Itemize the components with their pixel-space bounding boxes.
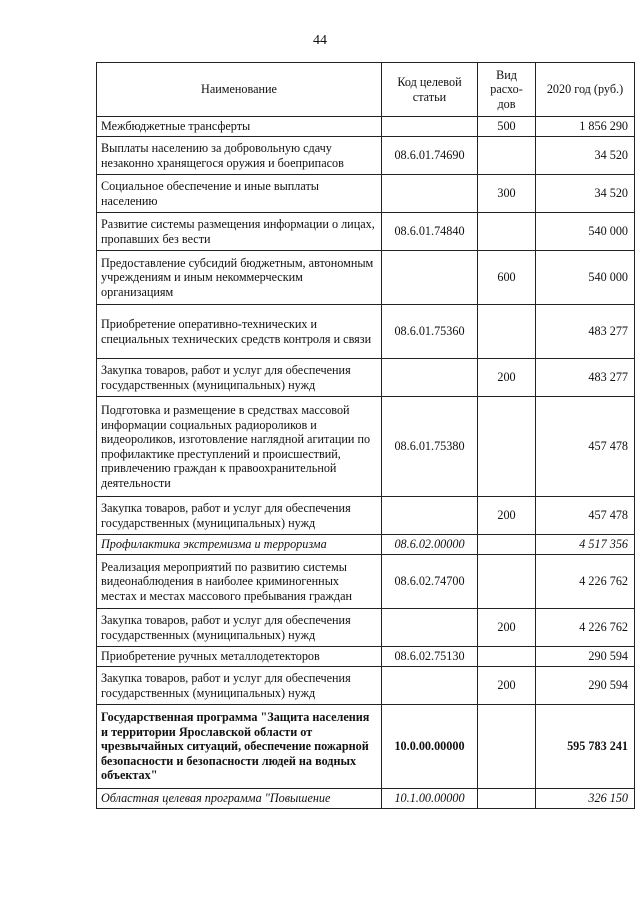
row-name: Закупка товаров, работ и услуг для обеспечения государственных (муниципальных) нужд [97,667,382,705]
row-amount: 34 520 [536,175,635,213]
row-code: 08.6.01.74690 [382,137,478,175]
header-name: Наименование [97,63,382,117]
row-name: Закупка товаров, работ и услуг для обеспечения государственных (муниципальных) нужд [97,497,382,535]
row-kind [478,647,536,667]
row-amount: 290 594 [536,667,635,705]
row-kind: 200 [478,359,536,397]
row-name: Приобретение ручных металлодетекторов [97,647,382,667]
row-name: Социальное обеспечение и иные выплаты населению [97,175,382,213]
row-kind [478,137,536,175]
row-amount: 326 150 [536,789,635,809]
table-row [97,497,635,535]
row-kind [478,705,536,789]
table-row [97,705,635,789]
row-kind [478,535,536,555]
row-name: Приобретение оперативно-технических и специальных технических средств контроля и связи [97,305,382,359]
row-kind: 200 [478,497,536,535]
row-name: Государственная программа "Защита населения и территории Ярославской области от чрезвычайных ситуаций, обеспечение пожарной безопасности и безопасности людей на водных объектах" [97,705,382,789]
row-amount: 457 478 [536,497,635,535]
row-name: Профилактика экстремизма и терроризма [97,535,382,555]
row-code [382,497,478,535]
row-kind: 200 [478,609,536,647]
row-name: Подготовка и размещение в средствах массовой информации социальных радиороликов и видеороликов, изготовление наглядной агитации по профилактике преступлений и происшествий, привлечению граждан к правоохранительной деятельности [97,397,382,497]
row-amount: 483 277 [536,305,635,359]
row-kind: 600 [478,251,536,305]
table-row [97,789,635,809]
row-amount: 1 856 290 [536,117,635,137]
row-code: 10.0.00.00000 [382,705,478,789]
row-amount: 540 000 [536,251,635,305]
table-row [97,251,635,305]
table-row [97,647,635,667]
table-row [97,555,635,609]
header-amount: 2020 год (руб.) [536,63,635,117]
row-code [382,117,478,137]
table-row [97,609,635,647]
table-row [97,535,635,555]
row-kind [478,397,536,497]
row-code [382,251,478,305]
row-code: 08.6.01.75360 [382,305,478,359]
row-code: 08.6.01.74840 [382,213,478,251]
header-code: Код целевой статьи [382,63,478,117]
table-row [97,175,635,213]
table-row [97,213,635,251]
row-code [382,667,478,705]
header-row [97,63,635,117]
row-code [382,609,478,647]
row-kind [478,213,536,251]
row-name: Межбюджетные трансферты [97,117,382,137]
table-row [97,667,635,705]
row-kind [478,305,536,359]
row-code: 08.6.01.75380 [382,397,478,497]
row-kind [478,789,536,809]
row-amount: 4 517 356 [536,535,635,555]
row-code: 10.1.00.00000 [382,789,478,809]
table-row [97,359,635,397]
row-kind: 500 [478,117,536,137]
row-amount: 4 226 762 [536,609,635,647]
row-amount: 457 478 [536,397,635,497]
page-number: 44 [313,33,327,48]
row-amount: 34 520 [536,137,635,175]
row-name: Закупка товаров, работ и услуг для обеспечения государственных (муниципальных) нужд [97,359,382,397]
row-code [382,359,478,397]
row-kind: 200 [478,667,536,705]
table-row [97,397,635,497]
row-name: Развитие системы размещения информации о лицах, пропавших без вести [97,213,382,251]
budget-table [96,62,635,809]
row-name: Закупка товаров, работ и услуг для обеспечения государственных (муниципальных) нужд [97,609,382,647]
row-name: Реализация мероприятий по развитию системы видеонаблюдения в наиболее криминогенных местах и местах массового пребывания граждан [97,555,382,609]
row-name: Областная целевая программа "Повышение [97,789,382,809]
row-name: Предоставление субсидий бюджетным, автономным учреждениям и иным некоммерческим организациям [97,251,382,305]
table-row [97,137,635,175]
row-code [382,175,478,213]
row-code: 08.6.02.00000 [382,535,478,555]
row-code: 08.6.02.75130 [382,647,478,667]
row-amount: 4 226 762 [536,555,635,609]
row-amount: 595 783 241 [536,705,635,789]
row-name: Выплаты населению за добровольную сдачу незаконно хранящегося оружия и боеприпасов [97,137,382,175]
table-row [97,117,635,137]
row-amount: 540 000 [536,213,635,251]
header-kind: Вид расхо-дов [478,63,536,117]
row-code: 08.6.02.74700 [382,555,478,609]
row-kind: 300 [478,175,536,213]
row-kind [478,555,536,609]
row-amount: 483 277 [536,359,635,397]
table-row [97,305,635,359]
row-amount: 290 594 [536,647,635,667]
